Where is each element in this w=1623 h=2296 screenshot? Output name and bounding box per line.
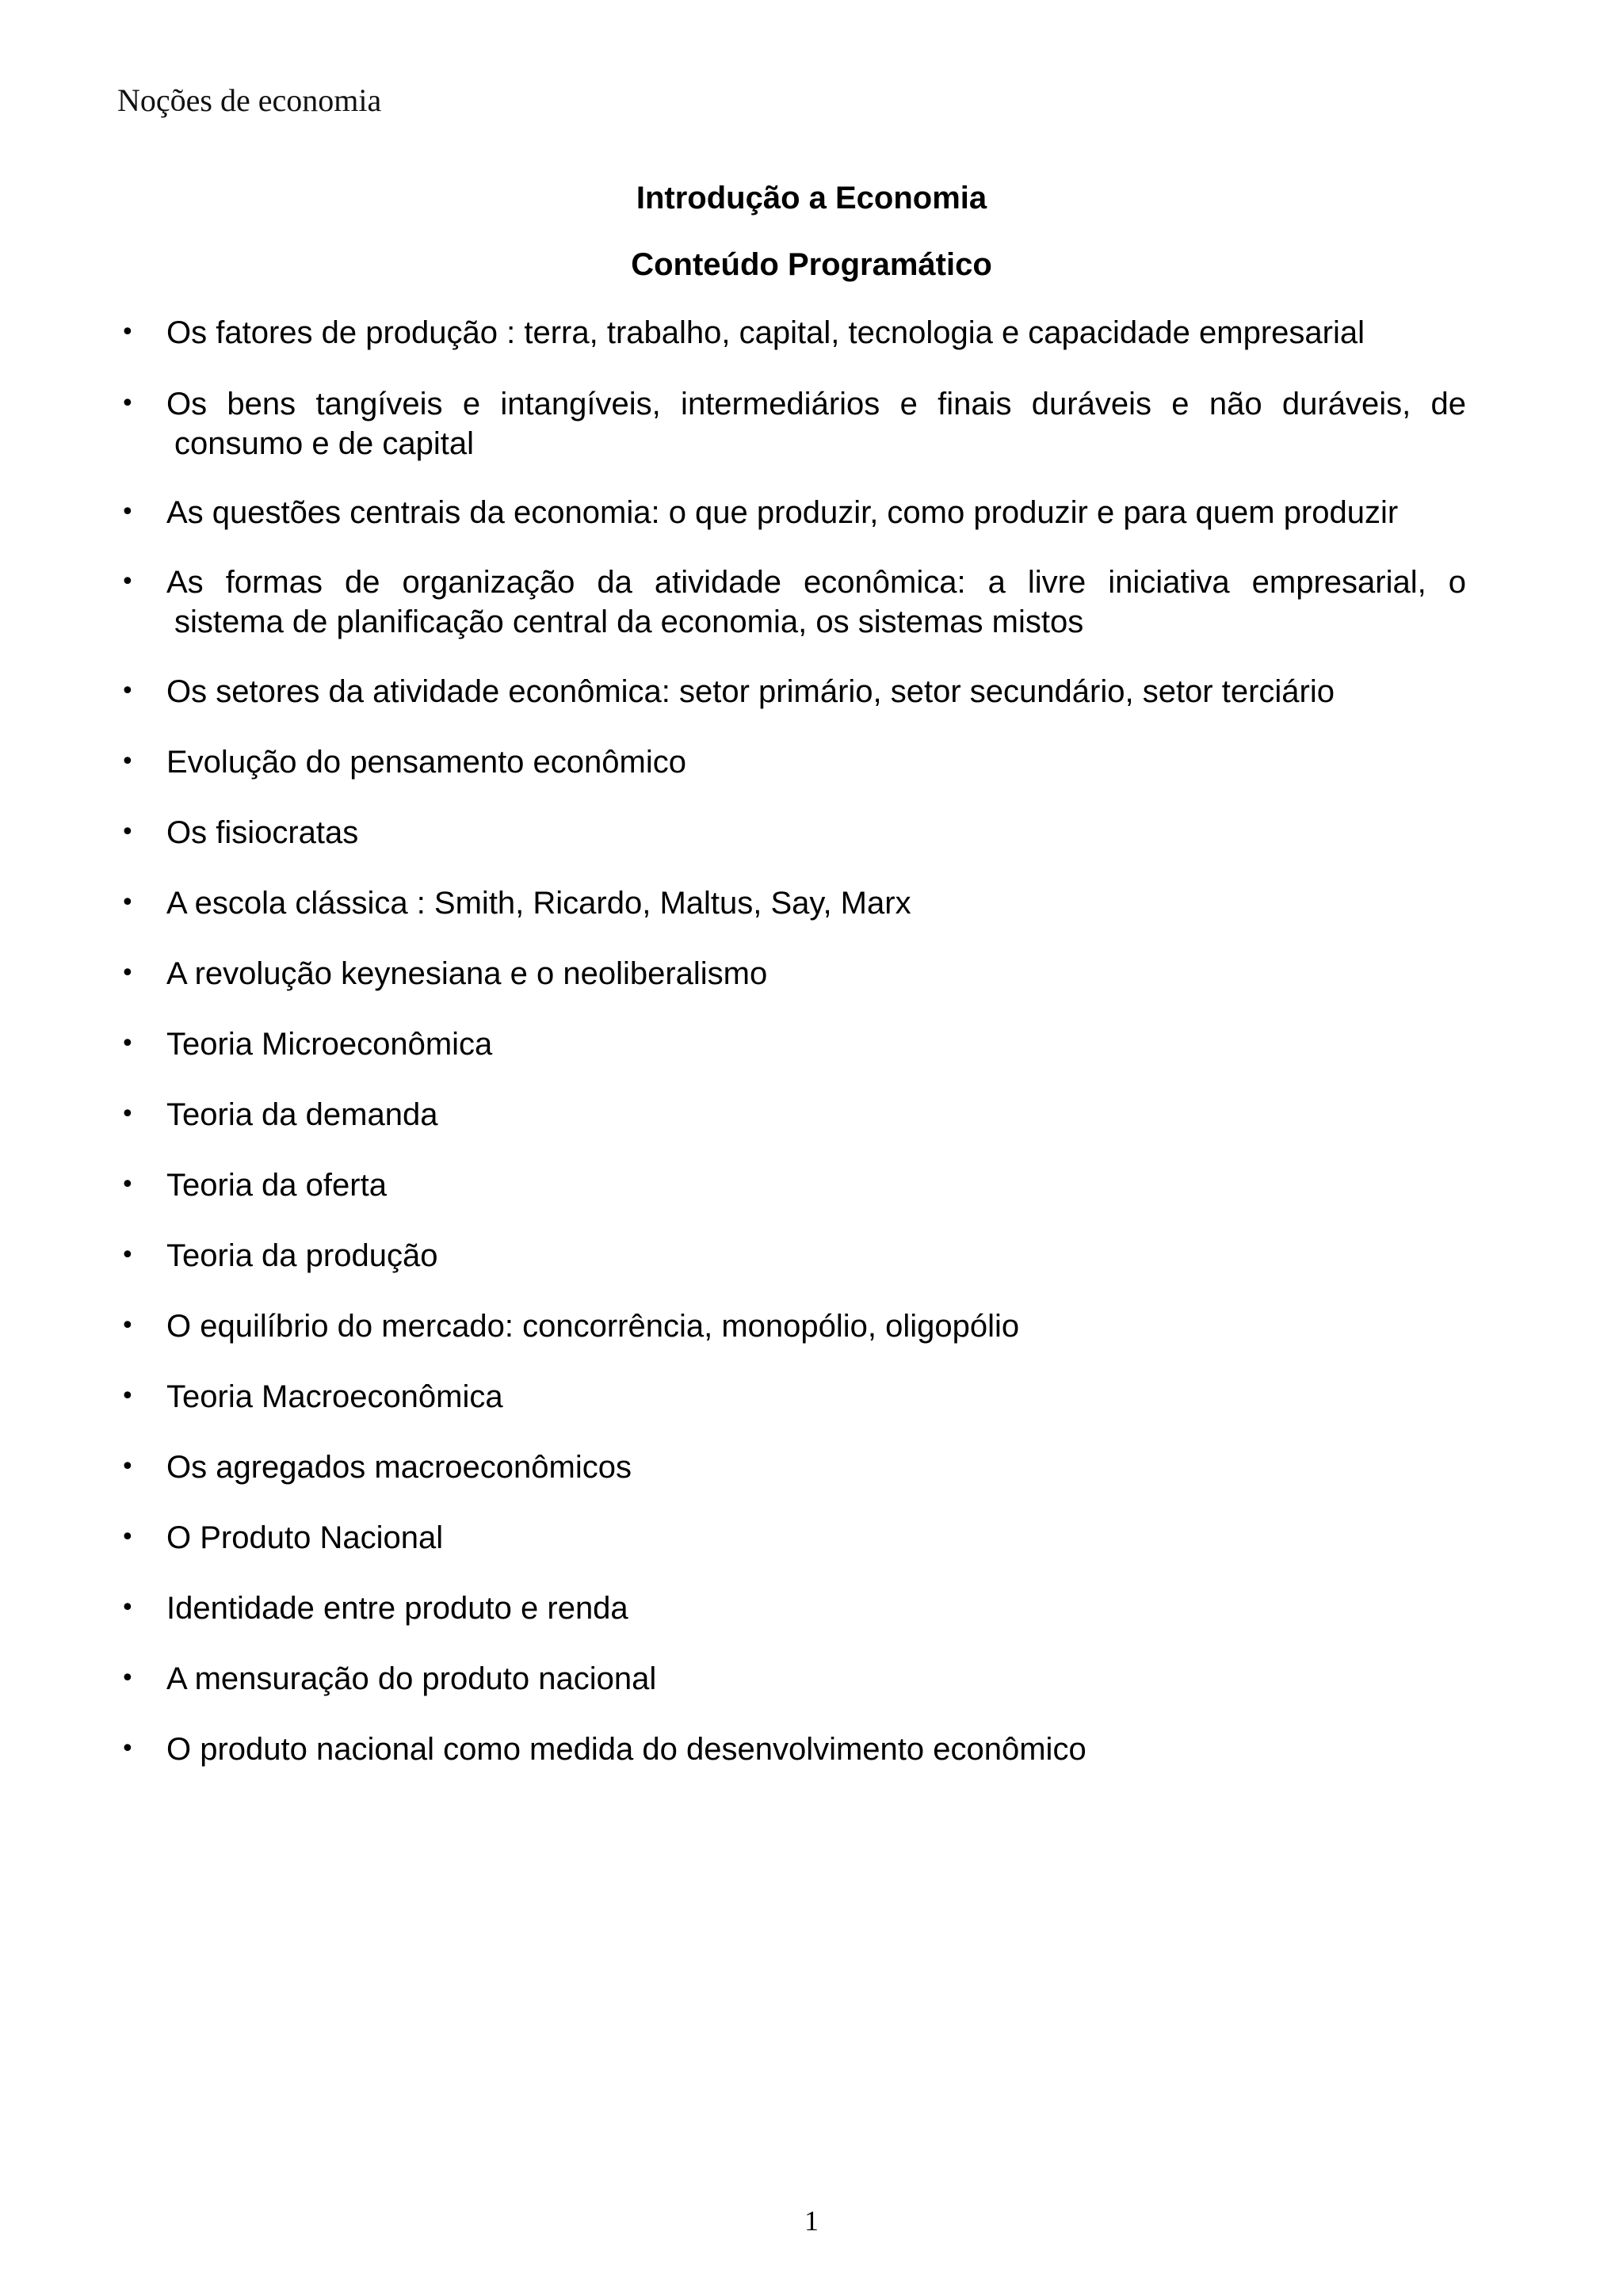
bullet-icon: • bbox=[120, 748, 135, 776]
list-item-text: Teoria da demanda bbox=[166, 1097, 438, 1132]
list-item-text: Os bens tangíveis e intangíveis, intermediários e finais duráveis e não duráveis, de bbox=[166, 387, 1466, 421]
bullet-icon: • bbox=[120, 1594, 135, 1622]
list-item-text: Evolução do pensamento econômico bbox=[166, 745, 686, 780]
list-item-text: Os agregados macroeconômicos bbox=[166, 1450, 632, 1485]
list-item-text-continuation: consumo e de capital bbox=[174, 426, 475, 461]
list-item-text: Teoria Macroeconômica bbox=[166, 1379, 503, 1414]
list-item-text: A revolução keynesiana e o neoliberalismo bbox=[166, 956, 768, 991]
list-item-text: O equilíbrio do mercado: concorrência, monopólio, oligopólio bbox=[166, 1309, 1020, 1344]
document-title: Introdução a Economia bbox=[636, 181, 987, 215]
bullet-icon: • bbox=[120, 568, 135, 596]
list-item-text: Teoria Microeconômica bbox=[166, 1027, 493, 1062]
bullet-icon: • bbox=[120, 1030, 135, 1058]
bullet-icon: • bbox=[120, 889, 135, 917]
running-header: Noções de economia bbox=[117, 82, 382, 118]
list-item-text: Teoria da produção bbox=[166, 1238, 438, 1273]
bullet-icon: • bbox=[120, 1665, 135, 1692]
bullet-icon: • bbox=[120, 1171, 135, 1199]
list-item-text: O produto nacional como medida do desenvolvimento econômico bbox=[166, 1732, 1086, 1767]
bullet-icon: • bbox=[120, 1735, 135, 1763]
bullet-icon: • bbox=[120, 498, 135, 526]
bullet-icon: • bbox=[120, 1241, 135, 1269]
bullet-icon: • bbox=[120, 1453, 135, 1481]
list-item-text: Os fisiocratas bbox=[166, 815, 359, 850]
list-item-text: Identidade entre produto e renda bbox=[166, 1591, 628, 1626]
list-item-text: A mensuração do produto nacional bbox=[166, 1661, 657, 1696]
list-item-text: Os setores da atividade econômica: setor primário, setor secundário, setor terciário bbox=[166, 674, 1335, 709]
bullet-icon: • bbox=[120, 318, 135, 346]
bullet-icon: • bbox=[120, 1524, 135, 1551]
bullet-icon: • bbox=[120, 390, 135, 418]
bullet-icon: • bbox=[120, 818, 135, 846]
list-item-text: As questões centrais da economia: o que produzir, como produzir e para quem produzir bbox=[166, 495, 1399, 530]
list-item-text: A escola clássica : Smith, Ricardo, Maltus, Say, Marx bbox=[166, 886, 911, 921]
bullet-icon: • bbox=[120, 1383, 135, 1410]
list-item-text-continuation: sistema de planificação central da economia, os sistemas mistos bbox=[174, 605, 1084, 639]
bullet-icon: • bbox=[120, 959, 135, 987]
bullet-icon: • bbox=[120, 677, 135, 705]
page-number: 1 bbox=[804, 2205, 819, 2237]
list-item-text: O Produto Nacional bbox=[166, 1520, 444, 1555]
document-subtitle: Conteúdo Programático bbox=[631, 247, 992, 282]
list-item-text: Teoria da oferta bbox=[166, 1168, 387, 1203]
list-item-text: Os fatores de produção : terra, trabalho, capital, tecnologia e capacidade empresarial bbox=[166, 315, 1365, 350]
list-item-text: As formas de organização da atividade econômica: a livre iniciativa empresarial, o bbox=[166, 565, 1466, 600]
bullet-icon: • bbox=[120, 1100, 135, 1128]
bullet-icon: • bbox=[120, 1312, 135, 1340]
